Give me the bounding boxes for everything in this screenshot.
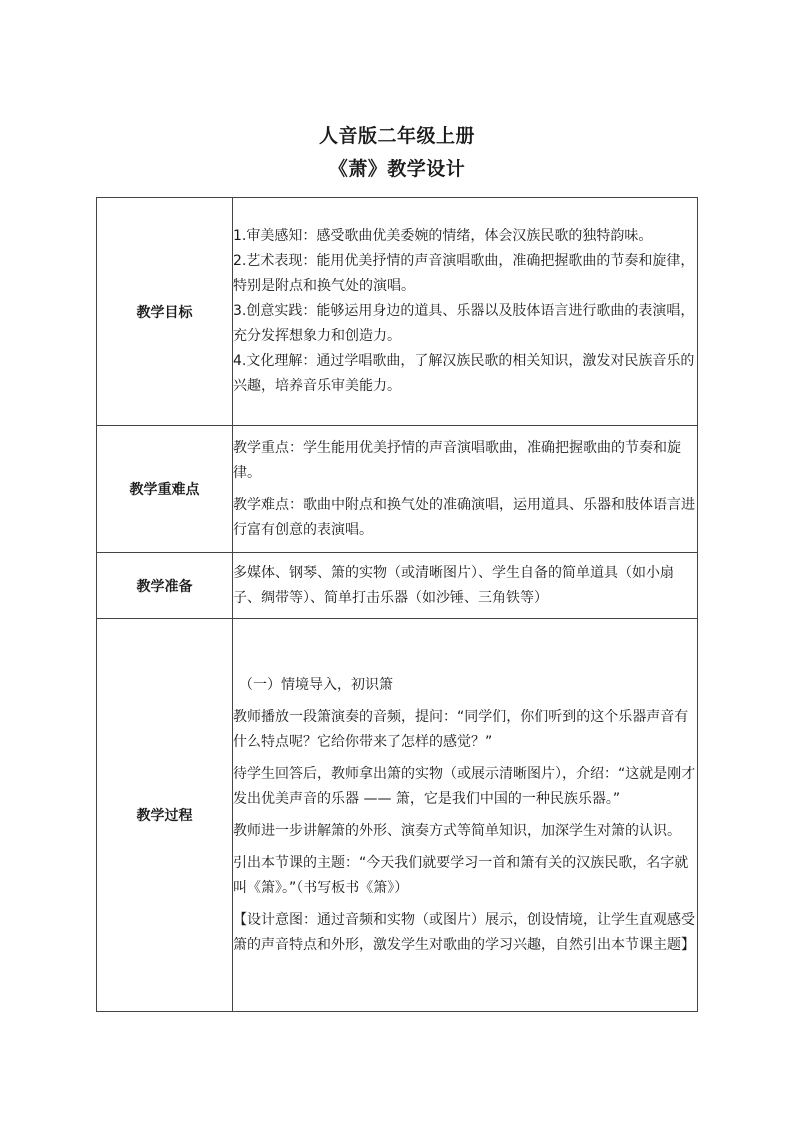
goals-content [233, 198, 698, 426]
preparation-text: 多媒体、钢琴、箫的实物（或清晰图片）、学生自备的简单道具（如小扇子、绸带等）、简单打击乐器（如沙锤、三角铁等） [233, 564, 674, 606]
table-row-goals [97, 198, 698, 426]
preparation-label: 教学准备 [97, 553, 233, 619]
table-row-key-points [97, 426, 698, 553]
document-header [0, 120, 794, 186]
process-paragraph: 引出本节课的主题：“今天我们就要学习一首和箫有关的汉族民歌，名字就叫《箫》。”（书写板书《箫》） [233, 854, 689, 896]
document-title: 人音版二年级上册 [318, 125, 475, 147]
process-content [233, 619, 698, 1012]
goals-label: 教学目标 [97, 198, 233, 426]
goal-item: 4.文化理解：通过学唱歌曲，了解汉族民歌的相关知识，激发对民族音乐的兴趣，培养音乐审美能力。 [233, 353, 695, 394]
table-row-preparation [97, 553, 698, 619]
process-paragraph: 教师进一步讲解箫的外形、演奏方式等简单知识，加深学生对箫的认识。 [233, 822, 681, 839]
process-section-heading: （一）情境导入，初识箫 [239, 676, 393, 693]
key-points-label: 教学重难点 [97, 426, 233, 553]
goal-item: 2.艺术表现：能用优美抒情的声音演唱歌曲，准确把握歌曲的节奏和旋律，特别是附点和换气处的演唱。 [233, 253, 695, 294]
document-subtitle: 《萧》教学设计 [328, 158, 466, 180]
lesson-plan-table [96, 197, 698, 1012]
preparation-content [233, 553, 698, 619]
goal-item: 1.审美感知：感受歌曲优美委婉的情绪，体会汉族民歌的独特韵味。 [233, 228, 653, 244]
process-label: 教学过程 [97, 619, 233, 1012]
key-points-content [233, 426, 698, 553]
design-intent-note: 【设计意图：通过音频和实物（或图片）展示，创设情境，让学生直观感受箫的声音特点和外形，激发学生对歌曲的学习兴趣，自然引出本节课主题】 [233, 911, 695, 953]
process-paragraph: 待学生回答后，教师拿出箫的实物（或展示清晰图片），介绍：“这就是刚才发出优美声音的乐器 —— 箫，它是我们中国的一种民族乐器。” [233, 765, 696, 807]
key-point-item: 教学难点：歌曲中附点和换气处的准确演唱，运用道具、乐器和肢体语言进行富有创意的表演唱。 [233, 496, 695, 538]
goal-item: 3.创意实践：能够运用身边的道具、乐器以及肢体语言进行歌曲的表演唱，充分发挥想象力和创造力。 [233, 303, 695, 344]
table-row-process [97, 619, 698, 1012]
process-paragraph: 教师播放一段箫演奏的音频，提问：“同学们，你们听到的这个乐器声音有什么特点呢？它给你带来了怎样的感觉？” [233, 708, 689, 750]
key-point-item: 教学重点：学生能用优美抒情的声音演唱歌曲，准确把握歌曲的节奏和旋律。 [233, 439, 681, 481]
